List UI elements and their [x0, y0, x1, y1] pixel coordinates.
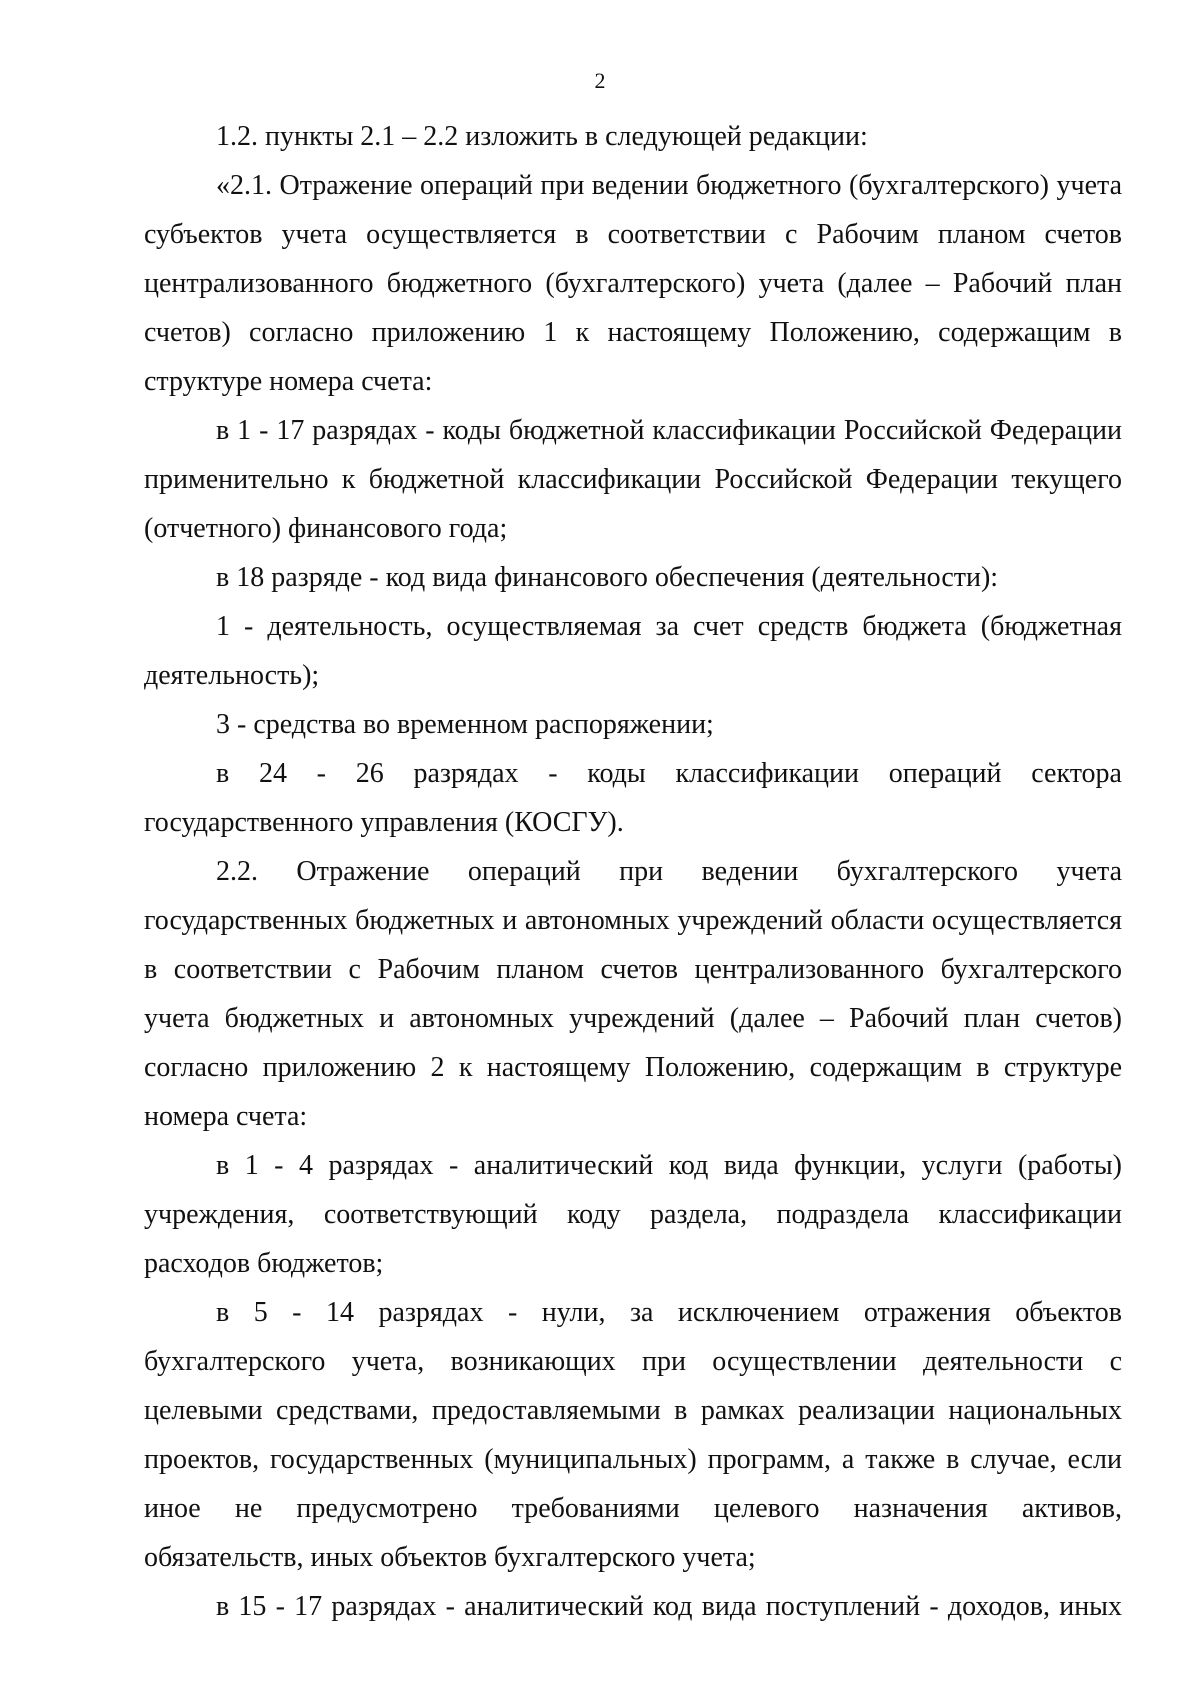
paragraph-digits-1-17: в 1 - 17 разрядах - коды бюджетной классификации Российской Федерации применительно к бюджетной классификации Российской Федерации текущего (отчетного) финансового года; [144, 415, 1122, 544]
paragraph-2-1: «2.1. Отражение операций при ведении бюджетного (бухгалтерского) учета субъектов учета осуществляется в соответствии с Рабочим планом счетов централизованного бюджетного (бухгалтерского) учета (далее – Рабочий план счетов) согласно приложению 1 к настоящему Положению, содержащим в структуре номера счета: [144, 170, 1122, 397]
paragraph-budget-activity: 1 - деятельность, осуществляемая за счет средств бюджета (бюджетная деятельность); [144, 611, 1122, 691]
paragraph-digits-15-17: в 15 - 17 разрядах - аналитический код вида поступлений - доходов, иных [216, 1591, 1122, 1622]
paragraph-amendment-intro: 1.2. пункты 2.1 – 2.2 изложить в следующей редакции: [216, 121, 868, 152]
paragraph-digit-18: в 18 разряде - код вида финансового обеспечения (деятельности): [216, 562, 999, 593]
document-body [144, 112, 1122, 1631]
paragraph-digits-1-4: в 1 - 4 разрядах - аналитический код вида функции, услуги (работы) учреждения, соответствующий коду раздела, подраздела классификации расходов бюджетов; [144, 1150, 1122, 1279]
paragraph-temporary-funds: 3 - средства во временном распоряжении; [216, 709, 714, 740]
paragraph-2-2: 2.2. Отражение операций при ведении бухгалтерского учета государственных бюджетных и автономных учреждений области осуществляется в соответствии с Рабочим планом счетов централизованного бухгалтерского учета бюджетных и автономных учреждений (далее – Рабочий план счетов) согласно приложению 2 к настоящему Положению, содержащим в структуре номера счета: [144, 856, 1122, 1132]
paragraph-digits-24-26: в 24 - 26 разрядах - коды классификации операций сектора государственного управления (КОСГУ). [144, 758, 1122, 838]
page-number: 2 [594, 68, 606, 93]
paragraph-digits-5-14: в 5 - 14 разрядах - нули, за исключением отражения объектов бухгалтерского учета, возникающих при осуществлении деятельности с целевыми средствами, предоставляемыми в рамках реализации национальных проектов, государственных (муниципальных) программ, а также в случае, если иное не предусмотрено требованиями целевого назначения активов, обязательств, иных объектов бухгалтерского учета; [144, 1297, 1122, 1573]
